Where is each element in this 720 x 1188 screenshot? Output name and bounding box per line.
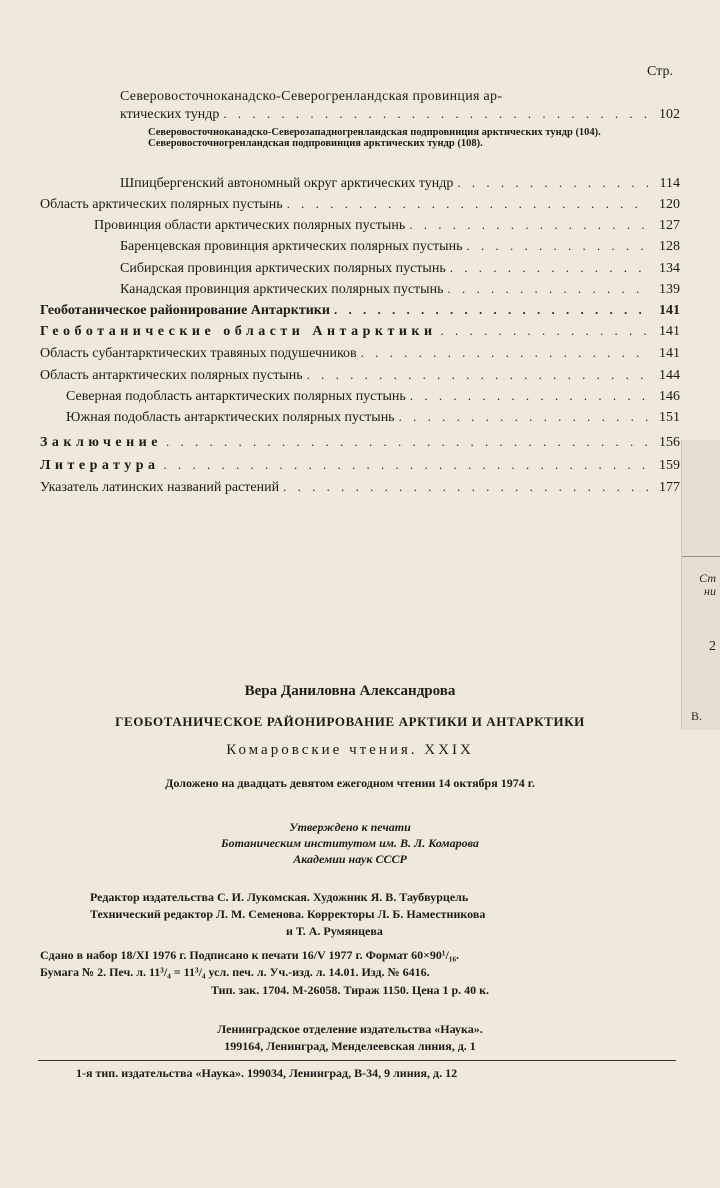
- toc-entry: [40, 345, 680, 362]
- dot-leader: [399, 409, 650, 425]
- publisher-line: Ленинградское отделение издательства «Наука».: [217, 1022, 483, 1036]
- toc-entry: [94, 217, 680, 234]
- toc-entry-title: Область субантарктических травяных подушечников: [40, 346, 357, 361]
- toc-entry: [40, 302, 680, 319]
- adjacent-page-edge: [681, 440, 720, 730]
- print-info-line: Бумага № 2. Печ. л. 11³/₄ = 11³/₄ усл. печ. л. Уч.-изд. л. 14.01. Изд. № 6416.: [40, 965, 430, 979]
- dot-leader: [447, 281, 650, 297]
- toc-entry: [120, 238, 680, 255]
- toc-entry-page: 151: [659, 410, 680, 425]
- dot-leader: [307, 367, 650, 383]
- toc-entry-page: 134: [659, 261, 680, 276]
- approval-line: Утверждено к печати: [289, 820, 411, 834]
- toc-entry-page: 146: [659, 389, 680, 404]
- toc-entry-page: 120: [659, 197, 680, 212]
- toc-entry-page: 139: [659, 282, 680, 297]
- toc-entry-page: 114: [659, 176, 680, 191]
- toc-entry-title: Южная подобласть антарктических полярных пустынь: [66, 410, 395, 425]
- printer-line: 1-я тип. издательства «Наука». 199034, Ленинград, В-34, 9 линия, д. 12: [76, 1066, 458, 1080]
- toc-entry-title: Заключение: [40, 435, 162, 450]
- toc-entry: [120, 281, 680, 298]
- author-name: Вера Даниловна Александрова: [244, 683, 456, 699]
- toc-entry-title: Провинция области арктических полярных пустынь: [94, 218, 406, 233]
- toc-entry-page: 177: [659, 480, 680, 495]
- dot-leader: [466, 238, 650, 254]
- toc-entry-title: Область арктических полярных пустынь: [40, 197, 283, 212]
- dot-leader: [450, 260, 650, 276]
- toc-entry-title: Северная подобласть антарктических полярных пустынь: [66, 389, 406, 404]
- toc-entry-title: ктических тундр: [120, 107, 220, 122]
- dot-leader: [361, 345, 650, 361]
- adjacent-page-fragment: Ст: [699, 571, 716, 585]
- dot-leader: [283, 479, 650, 495]
- toc-entry-title: Канадская провинция арктических полярных пустынь: [120, 282, 444, 297]
- dot-leader: [410, 388, 650, 404]
- toc-entry-page: 156: [659, 435, 680, 450]
- dot-leader: [409, 217, 650, 233]
- toc-entry-title: Сибирская провинция арктических полярных пустынь: [120, 261, 446, 276]
- toc-entry: [66, 409, 680, 426]
- adjacent-page-fragment: 2: [709, 639, 716, 654]
- toc-entry: [40, 434, 680, 451]
- book-title: ГЕОБОТАНИЧЕСКОЕ РАЙОНИРОВАНИЕ АРКТИКИ И АНТАРКТИКИ: [115, 714, 585, 729]
- toc-page-header: Стр.: [647, 64, 673, 79]
- toc-entry-title: Литература: [40, 458, 160, 473]
- approval-line: Ботаническим институтом им. В. Л. Комарова: [221, 836, 479, 850]
- staff-line: Технический редактор Л. М. Семенова. Корректоры Л. Б. Наместникова: [90, 907, 486, 921]
- toc-entry-title: Геоботанические области Антарктики: [40, 324, 437, 339]
- staff-line: Редактор издательства С. И. Лукомская. Художник Я. В. Таубвурцель: [90, 890, 469, 904]
- toc-entry-title: Геоботаническое районирование Антарктики: [40, 303, 330, 318]
- adjacent-page-fragment: В.: [690, 709, 702, 723]
- print-info-line: Сдано в набор 18/XI 1976 г. Подписано к печати 16/V 1977 г. Формат 60×90¹/₁₆.: [40, 948, 460, 962]
- toc-entry-title: Указатель латинских названий растений: [40, 480, 280, 495]
- dot-leader: [334, 302, 650, 318]
- footer-rule: [38, 1060, 676, 1061]
- toc-entry: [40, 367, 680, 384]
- toc-entry-page: 127: [659, 218, 680, 233]
- toc-entry: [66, 388, 680, 405]
- toc-entry: [120, 260, 680, 277]
- dot-leader: [164, 457, 651, 473]
- toc-entry-page: 102: [659, 107, 680, 122]
- series-title: Комаровские чтения. XXIX: [226, 742, 474, 758]
- toc-subentry: Северовосточноканадско-Северозападногренландская подпровинция арктических тундр (104). Северовосточногренландская подпровинция арктических тундр (108).: [148, 127, 601, 149]
- toc-entry: [40, 323, 680, 340]
- toc-entry-page: 141: [659, 346, 680, 361]
- publisher-line: 199164, Ленинград, Менделеевская линия, д. 1: [224, 1039, 476, 1053]
- dot-leader: [166, 434, 650, 450]
- staff-line: и Т. А. Румянцева: [286, 924, 383, 938]
- toc-entry-page: 144: [659, 368, 680, 383]
- dot-leader: [223, 106, 650, 122]
- dot-leader: [287, 196, 650, 212]
- toc-entry: [120, 106, 680, 123]
- toc-entry: [40, 196, 680, 213]
- toc-entry-page: 141: [659, 324, 680, 339]
- approval-line: Академии наук СССР: [293, 852, 407, 866]
- toc-entry: [40, 479, 680, 496]
- dot-leader: [441, 323, 650, 339]
- reported-note: Доложено на двадцать девятом ежегодном чтении 14 октября 1974 г.: [165, 776, 535, 790]
- toc-entry: [40, 457, 680, 474]
- print-info-line: Тип. зак. 1704. М-26058. Тираж 1150. Цена 1 р. 40 к.: [210, 983, 490, 997]
- toc-entry-title: Баренцевская провинция арктических полярных пустынь: [120, 239, 463, 254]
- toc-entry-title: Шпицбергенский автономный округ арктических тундр: [120, 176, 454, 191]
- toc-entry-title: Область антарктических полярных пустынь: [40, 368, 303, 383]
- adjacent-page-fragment: ни: [704, 584, 716, 598]
- toc-entry-title-line: Северовосточноканадско-Северогренландская провинция ар-: [120, 89, 503, 104]
- toc-entry: [120, 175, 680, 192]
- toc-entry-page: 159: [659, 458, 680, 473]
- dot-leader: [457, 175, 650, 191]
- toc-entry-page: 128: [659, 239, 680, 254]
- adjacent-page-rule: [682, 556, 720, 557]
- toc-entry-page: 141: [659, 303, 680, 318]
